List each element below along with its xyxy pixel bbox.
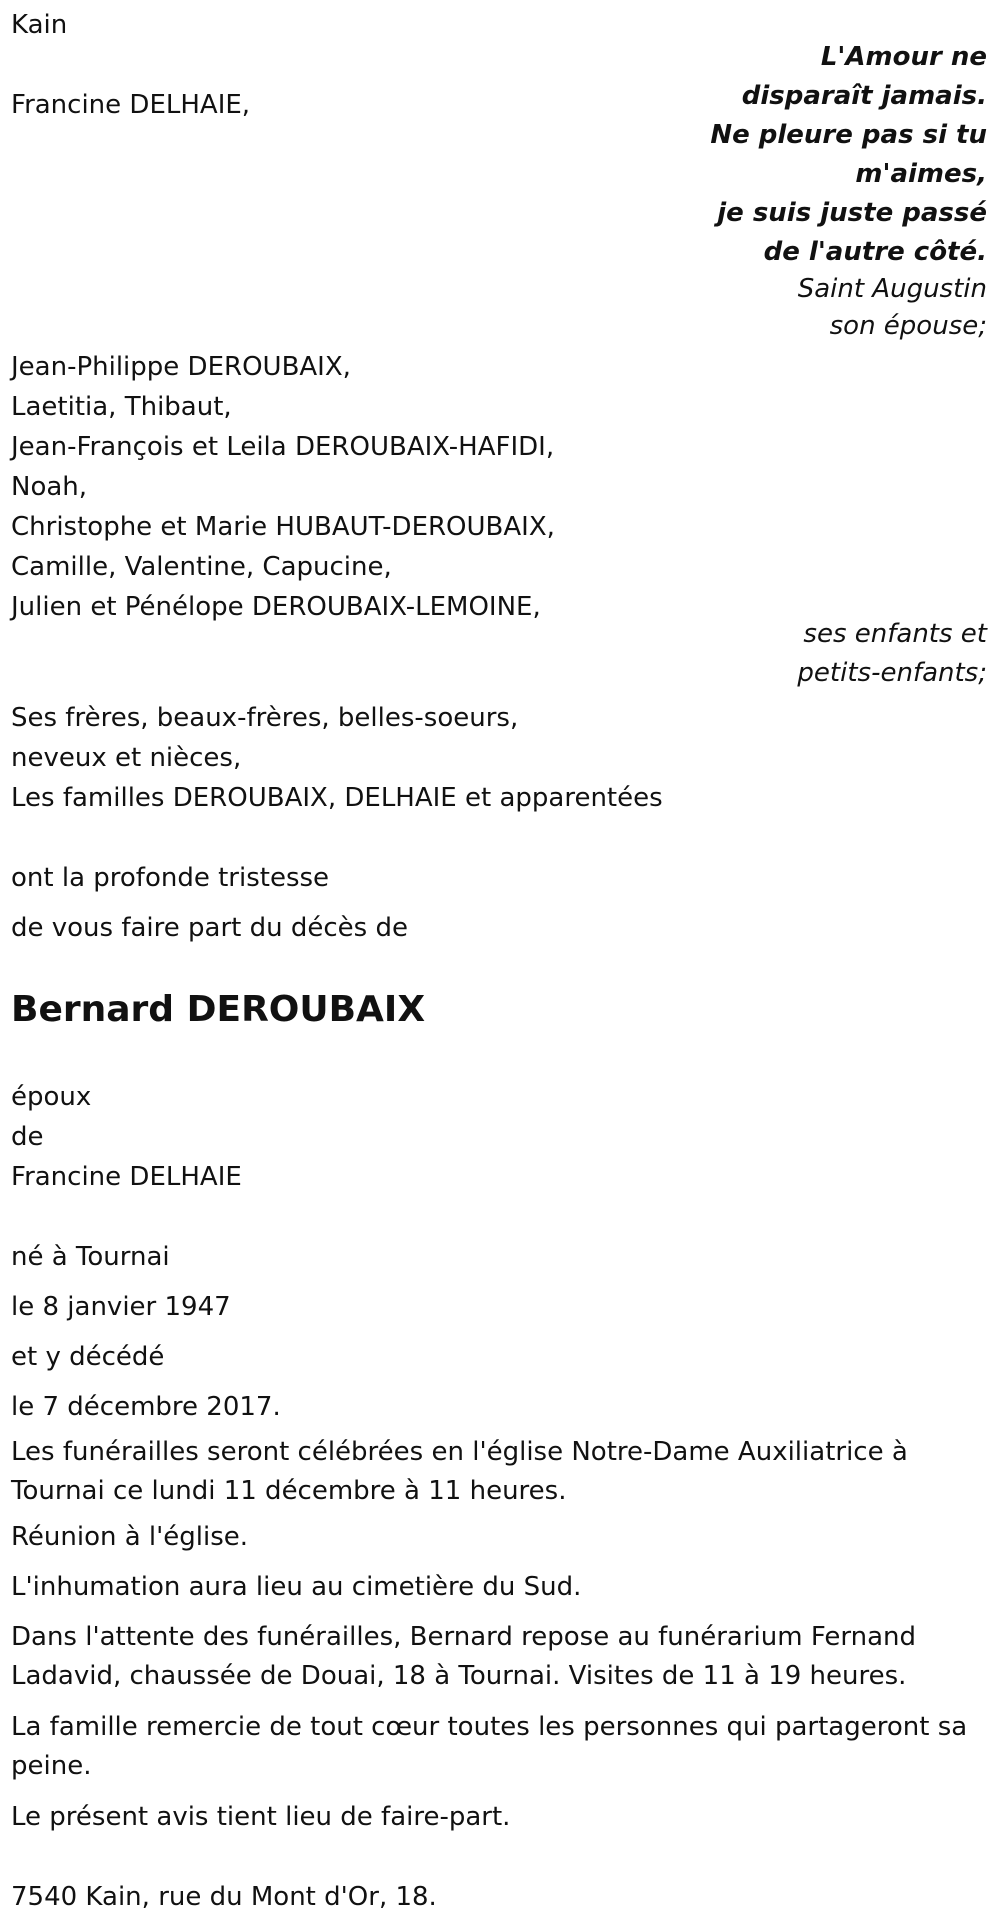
quote-line: Ne pleure pas si tu bbox=[710, 120, 987, 150]
spouse-line: Francine DELHAIE bbox=[11, 1162, 242, 1192]
place-name: Kain bbox=[11, 10, 68, 40]
quote-author: Saint Augustin bbox=[797, 274, 987, 304]
rest-info: Dans l'attente des funérailles, Bernard repose au funérarium Fernand Ladavid, chaussée de Douai, 18 à Tournai. Visites de 11 à 19 heures. bbox=[11, 1622, 916, 1691]
spouse-line: époux bbox=[11, 1082, 92, 1112]
spouse-relation: son épouse; bbox=[829, 311, 987, 341]
deceased-name: Bernard DEROUBAIX bbox=[11, 989, 426, 1030]
family-member-line: Jean-Philippe DEROUBAIX, bbox=[11, 352, 351, 382]
quote-line: disparaît jamais. bbox=[741, 81, 987, 111]
extended-family-line: neveux et nièces, bbox=[11, 743, 242, 773]
family-member-line: Noah, bbox=[11, 472, 88, 502]
children-relation: ses enfants et bbox=[803, 619, 987, 649]
extended-family-line: Ses frères, beaux-frères, belles-soeurs, bbox=[11, 703, 519, 733]
address: 7540 Kain, rue du Mont d'Or, 18. bbox=[11, 1882, 437, 1912]
birth-date: le 8 janvier 1947 bbox=[11, 1292, 231, 1322]
children-relation: petits-enfants; bbox=[797, 658, 987, 688]
announcement-line: ont la profonde tristesse bbox=[11, 863, 330, 893]
thanks-info: La famille remercie de tout cœur toutes les personnes qui partageront sa peine. bbox=[11, 1712, 968, 1781]
notice-info: Le présent avis tient lieu de faire-part. bbox=[11, 1802, 511, 1832]
announcement-line: de vous faire part du décès de bbox=[11, 913, 408, 943]
spouse-name: Francine DELHAIE, bbox=[11, 90, 251, 120]
extended-family-line: Les familles DEROUBAIX, DELHAIE et apparentées bbox=[11, 783, 663, 813]
family-member-line: Jean-François et Leila DEROUBAIX-HAFIDI, bbox=[11, 432, 555, 462]
quote-line: je suis juste passé bbox=[717, 198, 987, 228]
quote-line: de l'autre côté. bbox=[763, 237, 987, 267]
quote-line: L'Amour ne bbox=[820, 42, 987, 72]
death-place: et y décédé bbox=[11, 1342, 165, 1372]
death-date: le 7 décembre 2017. bbox=[11, 1392, 281, 1422]
family-member-line: Laetitia, Thibaut, bbox=[11, 392, 232, 422]
burial-info: L'inhumation aura lieu au cimetière du Sud. bbox=[11, 1572, 582, 1602]
family-member-line: Camille, Valentine, Capucine, bbox=[11, 552, 392, 582]
family-member-line: Julien et Pénélope DEROUBAIX-LEMOINE, bbox=[11, 592, 541, 622]
meeting-info: Réunion à l'église. bbox=[11, 1522, 249, 1552]
spouse-line: de bbox=[11, 1122, 44, 1152]
quote-line: m'aimes, bbox=[855, 159, 987, 189]
birth-place: né à Tournai bbox=[11, 1242, 170, 1272]
family-member-line: Christophe et Marie HUBAUT-DEROUBAIX, bbox=[11, 512, 555, 542]
funeral-info: Les funérailles seront célébrées en l'église Notre-Dame Auxiliatrice à Tournai ce lundi 11 décembre à 11 heures. bbox=[11, 1437, 908, 1506]
